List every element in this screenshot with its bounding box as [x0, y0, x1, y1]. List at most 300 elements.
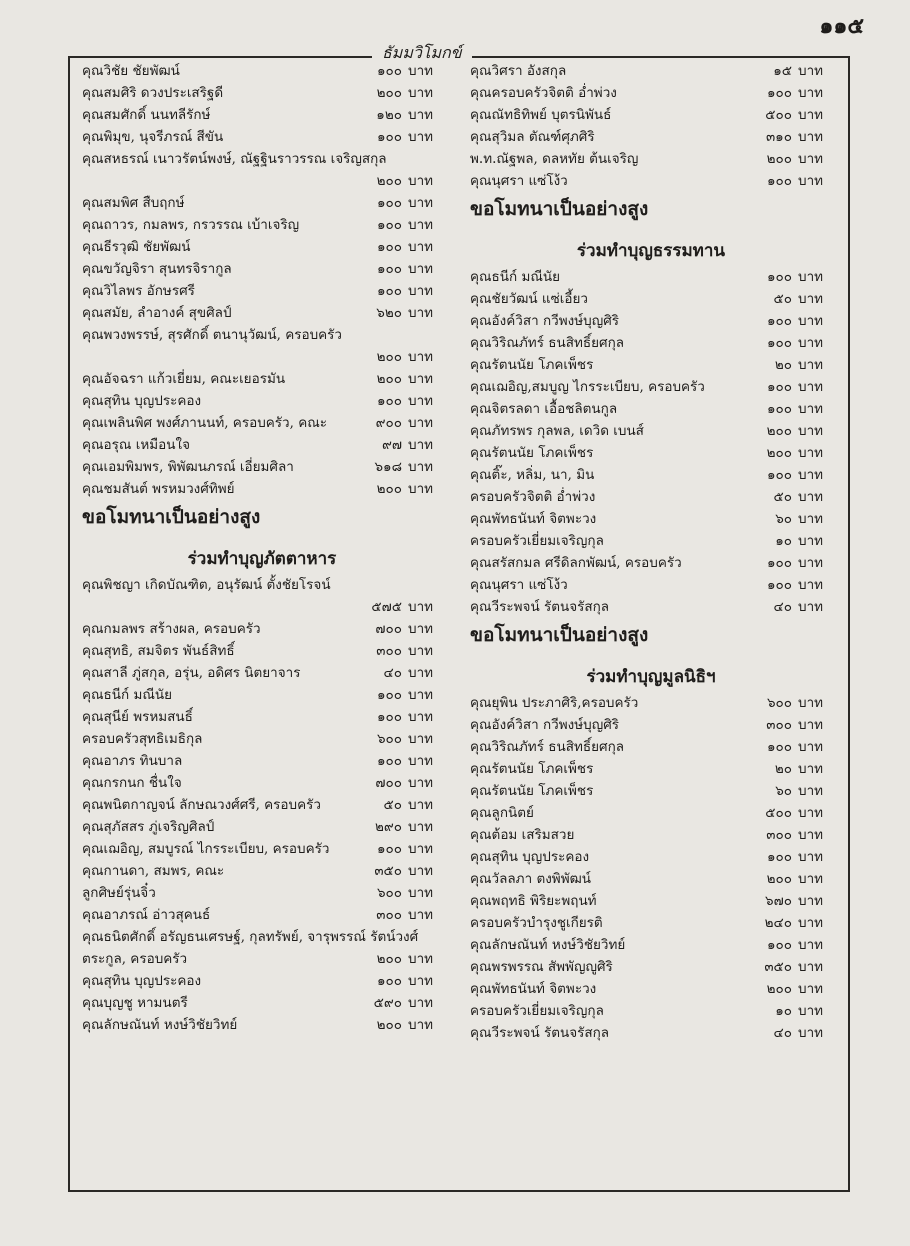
donor-name: คุณรัตนนัย โภคเพ็ชร — [470, 783, 594, 799]
donation-amount: ๕๐๐ — [765, 805, 792, 821]
currency-unit: บาท — [408, 305, 434, 321]
donation — [358, 170, 442, 192]
donation — [358, 302, 442, 324]
currency-unit: บาท — [798, 269, 824, 285]
donation — [748, 1022, 832, 1044]
donor-name: คุณวิศรา อังสกุล — [470, 63, 567, 79]
donor-row — [82, 684, 442, 706]
donation — [358, 618, 442, 640]
currency-unit: บาท — [408, 841, 434, 857]
donor-row — [82, 214, 442, 236]
donor-row — [82, 970, 442, 992]
donation — [748, 126, 832, 148]
donor-row — [82, 192, 442, 214]
currency-unit: บาท — [798, 151, 824, 167]
donation — [748, 508, 832, 530]
currency-unit: บาท — [408, 951, 434, 967]
donor-row — [82, 618, 442, 640]
currency-unit: บาท — [798, 401, 824, 417]
donor-name: คุณสมพิศ สืบฤกษ์ — [82, 195, 185, 211]
right-column — [470, 60, 832, 1044]
donor-name: คุณนุศรา แซ่โง้ว — [470, 173, 568, 189]
donor-list-general — [82, 60, 442, 500]
currency-unit: บาท — [408, 173, 434, 189]
donor-name: คุณวีระพจน์ รัตนจรัสกุล — [470, 599, 610, 615]
donation-amount: ๕๐๐ — [765, 107, 792, 123]
donation — [358, 104, 442, 126]
donor-list-dhamma — [470, 266, 832, 618]
donation — [358, 478, 442, 500]
donation-amount: ๕๗๕ — [371, 599, 402, 615]
donor-row — [82, 662, 442, 684]
donor-row — [470, 758, 832, 780]
donation-amount: ๒๐๐ — [766, 981, 792, 997]
donor-row — [470, 354, 832, 376]
donation — [748, 956, 832, 978]
donor-row — [470, 868, 832, 890]
donation — [358, 882, 442, 904]
donation — [358, 662, 442, 684]
currency-unit: บาท — [408, 665, 434, 681]
donor-row — [470, 574, 832, 596]
donor-name: คุณครอบครัวจิตติ อ่ำพ่วง — [470, 85, 617, 101]
donor-name: ลูกศิษย์รุ่นจิ๋ว — [82, 885, 156, 901]
donor-row — [470, 60, 832, 82]
donation-amount: ๒๐๐ — [376, 349, 402, 365]
currency-unit: บาท — [408, 995, 434, 1011]
donor-row — [82, 456, 442, 478]
donation — [748, 934, 832, 956]
currency-unit: บาท — [798, 805, 824, 821]
donation-amount: ๗๐๐ — [375, 621, 402, 637]
donor-name: คุณลักษณันท์ หงษ์วิชัยวิทย์ — [470, 937, 626, 953]
donor-row — [82, 434, 442, 456]
donor-row — [82, 478, 442, 500]
donation — [358, 214, 442, 236]
donation-amount: ๔๐ — [773, 1025, 792, 1041]
donor-name: คุณชมสันต์ พรหมวงศ์ทิพย์ — [82, 481, 235, 497]
currency-unit: บาท — [798, 577, 824, 593]
donor-name: ครอบครัวบำรุงชูเกียรติ — [470, 915, 603, 931]
donor-name: คุณเอมพิมพร, พิพัฒนภรณ์ เอี่ยมศิลา — [82, 459, 294, 475]
donor-row — [470, 956, 832, 978]
donation-amount: ๓๑๐ — [765, 129, 792, 145]
donor-name: คุณวีระพจน์ รัตนจรัสกุล — [470, 1025, 610, 1041]
currency-unit: บาท — [408, 393, 434, 409]
donor-row — [82, 126, 442, 148]
donation-amount: ๑๐๐ — [376, 195, 402, 211]
donor-row — [82, 838, 442, 860]
currency-unit: บาท — [798, 129, 824, 145]
donor-name: คุณเฌอิญ, สมบูรณ์ ไกรระเบียบ, ครอบครัว — [82, 841, 330, 857]
donation — [748, 978, 832, 1000]
donation-amount: ๑๐๐ — [766, 849, 792, 865]
currency-unit: บาท — [408, 621, 434, 637]
donation-amount: ๕๐ — [383, 797, 402, 813]
donation — [358, 236, 442, 258]
donation-amount: ๑๐๐ — [766, 555, 792, 571]
donor-row — [470, 692, 832, 714]
donor-row — [82, 728, 442, 750]
currency-unit: บาท — [408, 261, 434, 277]
donor-name: คุณลูกนิตย์ — [470, 805, 534, 821]
donation-amount: ๒๐๐ — [376, 951, 402, 967]
donor-row — [82, 640, 442, 662]
donation-amount: ๔๐ — [383, 665, 402, 681]
currency-unit: บาท — [798, 423, 824, 439]
donation-amount: ๒๐๐ — [376, 173, 402, 189]
donor-row — [82, 60, 442, 82]
donor-row — [470, 846, 832, 868]
currency-unit: บาท — [408, 775, 434, 791]
donation-amount: ๖๐ — [775, 511, 792, 527]
donor-name: ครอบครัวจิตติ อ่ำพ่วง — [470, 489, 596, 505]
donation — [748, 692, 832, 714]
donation — [748, 758, 832, 780]
currency-unit: บาท — [408, 239, 434, 255]
donation-amount: ๑๐๐ — [766, 269, 792, 285]
donation-amount: ๑๐๐ — [376, 841, 402, 857]
donation — [358, 60, 442, 82]
donation — [358, 772, 442, 794]
donation-amount: ๒๐๐ — [376, 371, 402, 387]
donor-row — [470, 82, 832, 104]
donation-amount: ๕๐ — [773, 489, 792, 505]
currency-unit: บาท — [408, 753, 434, 769]
donor-name: ครอบครัวสุทธิเมธิกุล — [82, 731, 203, 747]
donor-name: คุณพรพรรณ สัพพัญญูศิริ — [470, 959, 613, 975]
donation-amount: ๓๐๐ — [376, 907, 402, 923]
donation-amount: ๑๐๐ — [376, 239, 402, 255]
donation-amount: ๓๐๐ — [376, 643, 402, 659]
donor-name: คุณสมัย, ลำอางค์ สุขศิลป์ — [82, 305, 232, 321]
currency-unit: บาท — [798, 85, 824, 101]
donor-name: คุณพนิตกาญจน์ ลักษณวงศ์ศรี, ครอบครัว — [82, 797, 321, 813]
donation — [358, 126, 442, 148]
donation — [748, 868, 832, 890]
donor-name: คุณต้อม เสริมสวย — [470, 827, 575, 843]
donor-name: คุณเฌอิญ,สมบูญ ไกรระเบียบ, ครอบครัว — [470, 379, 705, 395]
donor-name: คุณชัยวัฒน์ แซ่เอี้ยว — [470, 291, 588, 307]
donor-row — [82, 860, 442, 882]
currency-unit: บาท — [408, 283, 434, 299]
donor-list-general-cont — [470, 60, 832, 192]
donation — [748, 266, 832, 288]
donation-amount: ๑๐๐ — [376, 687, 402, 703]
donor-name: คุณบุญชู หามนตรี — [82, 995, 188, 1011]
donor-row — [470, 442, 832, 464]
donation-amount: ๒๐๐ — [376, 1017, 402, 1033]
currency-unit: บาท — [798, 959, 824, 975]
donation — [358, 794, 442, 816]
donor-row — [470, 1022, 832, 1044]
donation — [358, 838, 442, 860]
donor-row — [470, 736, 832, 758]
left-column — [82, 60, 442, 1036]
currency-unit: บาท — [798, 291, 824, 307]
donor-name: คุณสมศิริ ดวงประเสริฐดี — [82, 85, 224, 101]
donor-name: คุณวิริณภัทร์ ธนสิทธิ์ยศกุล — [470, 335, 625, 351]
donation-amount: ๑๐๐ — [766, 173, 792, 189]
donor-row — [470, 104, 832, 126]
donation — [748, 486, 832, 508]
currency-unit: บาท — [798, 489, 824, 505]
donor-name: คุณเพลินพิศ พงศ์ภานนท์, ครอบครัว, คณะ — [82, 415, 328, 431]
donation-amount: ๒๐ — [774, 357, 792, 373]
donor-name: คุณพัทธนันท์ จิตพะวง — [470, 981, 597, 997]
donor-row — [82, 236, 442, 258]
donor-row — [470, 398, 832, 420]
donor-name: คุณกรกนก ชื่นใจ — [82, 775, 182, 791]
donation-amount: ๑๐๐ — [766, 335, 792, 351]
donation — [748, 354, 832, 376]
donor-name: คุณธนีก์ มณีนัย — [470, 269, 561, 285]
donation-amount: ๑๐๐ — [766, 379, 792, 395]
donor-name: คุณรัตนนัย โภคเพ็ชร — [470, 445, 594, 461]
currency-unit: บาท — [408, 709, 434, 725]
currency-unit: บาท — [798, 981, 824, 997]
currency-unit: บาท — [798, 599, 824, 615]
donation-amount: ๑๐๐ — [766, 937, 792, 953]
page-number: ๑๑๕ — [819, 13, 864, 39]
currency-unit: บาท — [798, 1025, 824, 1041]
donation — [358, 860, 442, 882]
donation — [358, 258, 442, 280]
donation-amount: ๓๐๐ — [766, 827, 792, 843]
donor-row — [82, 772, 442, 794]
currency-unit: บาท — [408, 129, 434, 145]
donation — [358, 390, 442, 412]
donation-amount: ๓๐๐ — [766, 717, 792, 733]
section-heading-foundation: ร่วมทำบุญมูลนิธิฯ — [586, 667, 716, 687]
donation-amount: ๖๐ — [775, 783, 792, 799]
currency-unit: บาท — [798, 783, 824, 799]
donor-name: คุณสุภัสสร ภู่เจริญศิลป์ — [82, 819, 215, 835]
donor-row — [82, 368, 442, 390]
donation-amount: ๖๐๐ — [376, 731, 402, 747]
donation — [358, 596, 442, 618]
donation-amount: ๒๐๐ — [766, 871, 792, 887]
donor-name: คุณจิตรลดา เอื้อชลิตนกูล — [470, 401, 618, 417]
donor-row — [470, 170, 832, 192]
donation — [358, 640, 442, 662]
donor-name: คุณอังค์วิสา กวีพงษ์บุญศิริ — [470, 717, 620, 733]
donor-row — [470, 802, 832, 824]
currency-unit: บาท — [798, 533, 824, 549]
donor-row — [82, 82, 442, 104]
donation-amount: ๓๕๐ — [374, 863, 402, 879]
donor-row — [82, 302, 442, 324]
currency-unit: บาท — [798, 739, 824, 755]
donor-name: คุณสุทิน บุญประคอง — [470, 849, 590, 865]
donation-amount: ๒๐๐ — [766, 423, 792, 439]
donor-row — [470, 266, 832, 288]
donor-row — [82, 706, 442, 728]
donor-name: คุณวิชัย ชัยพัฒน์ — [82, 63, 180, 79]
currency-unit: บาท — [798, 467, 824, 483]
donor-row — [470, 824, 832, 846]
donor-name: คุณสรัสกมล ศรีดิลกพัฒน์, ครอบครัว — [470, 555, 682, 571]
donation — [748, 890, 832, 912]
donation — [358, 346, 442, 368]
donor-name: คุณพิชญา เกิดบัณฑิต, อนุรัฒน์ ตั้งชัยโรจน์ — [82, 577, 331, 593]
donation-amount: ๗๐๐ — [375, 775, 402, 791]
donation — [358, 192, 442, 214]
donor-row — [470, 310, 832, 332]
currency-unit: บาท — [408, 107, 434, 123]
running-head: ธัมมวิโมกข์ — [372, 41, 472, 66]
donor-name: คุณพัทธนันท์ จิตพะวง — [470, 511, 597, 527]
donation-amount: ๒๙๐ — [374, 819, 402, 835]
donation — [358, 280, 442, 302]
donation — [358, 1014, 442, 1036]
donor-row — [82, 926, 442, 970]
donor-row — [470, 486, 832, 508]
donation-amount: ๙๗ — [381, 437, 402, 453]
donor-row — [470, 1000, 832, 1022]
currency-unit: บาท — [408, 415, 434, 431]
donation — [748, 714, 832, 736]
donor-name: คุณอาภร ทินบาล — [82, 753, 183, 769]
donor-name: คุณอังค์วิสา กวีพงษ์บุญศิริ — [470, 313, 620, 329]
donor-row — [470, 714, 832, 736]
donor-name: คุณวิริณภัทร์ ธนสิทธิ์ยศกุล — [470, 739, 625, 755]
donor-row — [82, 574, 442, 618]
donor-row — [470, 464, 832, 486]
donation-amount: ๑๐๐ — [376, 393, 402, 409]
donation — [748, 104, 832, 126]
donor-name: คุณธีรวุฒิ ชัยพัฒน์ — [82, 239, 191, 255]
donation-amount: ๖๑๘ — [374, 459, 402, 475]
donation — [358, 992, 442, 1014]
donation-amount: ๖๗๐ — [765, 893, 792, 909]
donation — [748, 442, 832, 464]
donor-row — [82, 882, 442, 904]
currency-unit: บาท — [408, 731, 434, 747]
currency-unit: บาท — [408, 63, 434, 79]
donor-name: คุณขวัญจิรา สุนทรจิรากูล — [82, 261, 232, 277]
donor-name: คุณสุทธิ, สมจิตร พันธ์สิทธิ์ — [82, 643, 235, 659]
donor-name: คุณอรุณ เหมือนใจ — [82, 437, 190, 453]
donation — [748, 332, 832, 354]
currency-unit: บาท — [408, 797, 434, 813]
donation — [748, 552, 832, 574]
donation — [748, 912, 832, 934]
donation — [748, 464, 832, 486]
donor-name: คุณณัทธิทิพย์ บุตรนิพันธ์ — [470, 107, 612, 123]
donor-name: คุณพิมุข, นุจรีภรณ์ สีขัน — [82, 129, 224, 145]
donation-amount: ๒๐๐ — [766, 151, 792, 167]
donation — [358, 750, 442, 772]
currency-unit: บาท — [408, 85, 434, 101]
donation-amount: ๒๐๐ — [376, 85, 402, 101]
donor-row — [82, 750, 442, 772]
donation — [358, 816, 442, 838]
donation — [748, 596, 832, 618]
donor-name: คุณสมศักดิ์ นนทลีรักษ์ — [82, 107, 211, 123]
donation-amount: ๒๐๐ — [766, 445, 792, 461]
donation-amount: ๔๐ — [773, 599, 792, 615]
donor-row — [470, 596, 832, 618]
currency-unit: บาท — [798, 1003, 824, 1019]
currency-unit: บาท — [408, 907, 434, 923]
donor-name: ครอบครัวเยี่ยมเจริญกุล — [470, 1003, 604, 1019]
donor-row — [470, 978, 832, 1000]
donor-row — [470, 420, 832, 442]
currency-unit: บาท — [408, 687, 434, 703]
donor-name: คุณธนิตศักดิ์ อรัญธนเศรษฐ์, กุลทรัพย์, จารุพรรณ์ รัตน์วงศ์ตระกูล, ครอบครัว — [82, 929, 419, 967]
donation — [358, 412, 442, 434]
donation-amount: ๑๐๐ — [376, 129, 402, 145]
currency-unit: บาท — [408, 371, 434, 387]
donation — [748, 420, 832, 442]
donation — [748, 824, 832, 846]
currency-unit: บาท — [408, 863, 434, 879]
donor-row — [82, 794, 442, 816]
currency-unit: บาท — [798, 313, 824, 329]
donation — [748, 736, 832, 758]
donor-row — [82, 390, 442, 412]
donation-amount: ๑๕ — [773, 63, 792, 79]
currency-unit: บาท — [408, 217, 434, 233]
currency-unit: บาท — [798, 63, 824, 79]
donation-amount: ๖๐๐ — [376, 885, 402, 901]
donor-name: คุณสุนีย์ พรหมสนธิ์ — [82, 709, 193, 725]
donor-name: คุณวิไลพร อักษรศรี — [82, 283, 195, 299]
donor-list-foundation — [470, 692, 832, 1044]
donation-amount: ๑๐๐ — [376, 709, 402, 725]
donation — [358, 904, 442, 926]
donor-row — [470, 148, 832, 170]
donor-name: คุณติ๊ะ, หลิ่ม, นา, มิน — [470, 467, 595, 483]
donation — [748, 170, 832, 192]
currency-unit: บาท — [798, 695, 824, 711]
currency-unit: บาท — [798, 893, 824, 909]
donation-amount: ๑๐๐ — [766, 739, 792, 755]
donor-row — [82, 904, 442, 926]
donation-amount: ๙๐๐ — [375, 415, 402, 431]
donation-amount: ๕๐ — [773, 291, 792, 307]
donation-amount: ๑๐๐ — [376, 217, 402, 233]
donation — [748, 398, 832, 420]
currency-unit: บาท — [798, 555, 824, 571]
currency-unit: บาท — [798, 357, 824, 373]
donation — [748, 310, 832, 332]
donation-amount: ๖๒๐ — [376, 305, 402, 321]
donor-list-food — [82, 574, 442, 1036]
currency-unit: บาท — [798, 511, 824, 527]
donor-name: คุณถาวร, กมลพร, กรวรรณ เบ้าเจริญ — [82, 217, 300, 233]
currency-unit: บาท — [798, 379, 824, 395]
donor-name: คุณวัลลภา ตงพิพัฒน์ — [470, 871, 592, 887]
donation-amount: ๑๐๐ — [376, 283, 402, 299]
section-heading-dhamma: ร่วมทำบุญธรรมทาน — [576, 241, 726, 261]
donation — [748, 148, 832, 170]
donor-row — [470, 934, 832, 956]
donation — [358, 456, 442, 478]
currency-unit: บาท — [408, 481, 434, 497]
currency-unit: บาท — [798, 107, 824, 123]
donor-name: คุณยุพิน ประภาศิริ,ครอบครัว — [470, 695, 639, 711]
thanks-line: ขอโมทนาเป็นอย่างสูง — [470, 198, 649, 220]
donation-amount: ๑๐๐ — [766, 467, 792, 483]
currency-unit: บาท — [798, 173, 824, 189]
currency-unit: บาท — [408, 819, 434, 835]
currency-unit: บาท — [408, 349, 434, 365]
donor-row — [470, 376, 832, 398]
donor-row — [470, 288, 832, 310]
donation-amount: ๑๐๐ — [766, 85, 792, 101]
